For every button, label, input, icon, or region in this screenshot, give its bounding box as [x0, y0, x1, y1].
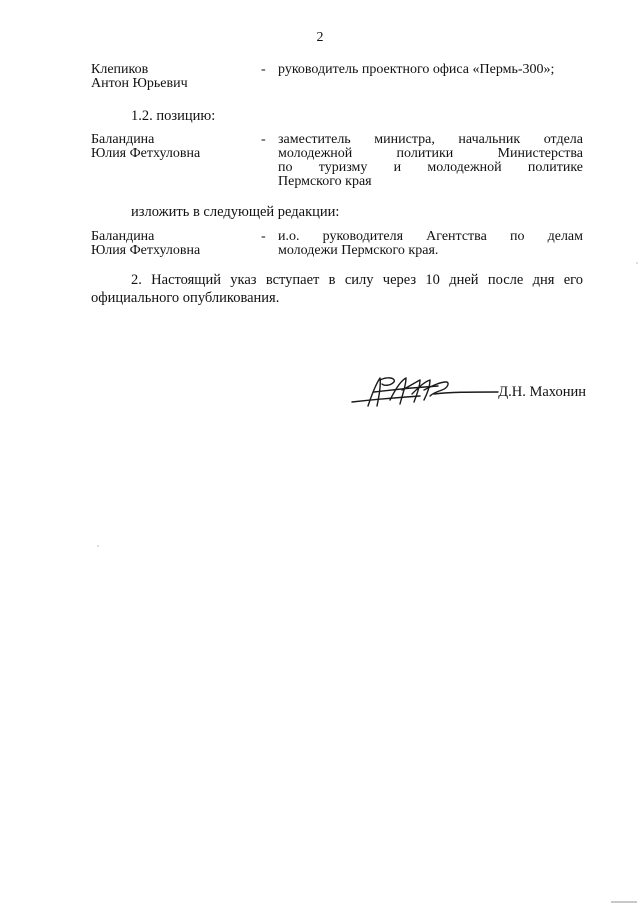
scan-edge-mark	[611, 901, 637, 903]
role-line: руководитель проектного офиса «Пермь-300»;	[278, 62, 555, 77]
entry-name	[91, 63, 256, 91]
clause-2	[91, 271, 583, 307]
name-line-surname: Клепиков	[91, 62, 149, 77]
name-line-surname: Баландина	[91, 132, 155, 147]
clause-line: 2. Настоящий указ вступает в силу через 10 дней после дня его	[131, 272, 583, 288]
clause-line: официального опубликования.	[91, 290, 280, 306]
entry-role	[278, 230, 583, 258]
entry-dash: -	[261, 229, 266, 244]
name-line-given: Юлия Фетхуловна	[91, 243, 201, 258]
handwritten-signature	[350, 372, 500, 412]
entry-dash: -	[261, 132, 266, 147]
entry-dash: -	[261, 62, 266, 77]
role-line: молодежи Пермского края.	[278, 243, 439, 258]
page-number: 2	[316, 30, 324, 45]
role-line: и.о. руководителя Агентства по делам	[278, 229, 583, 244]
scan-speck	[97, 545, 99, 547]
name-line-given: Юлия Фетхуловна	[91, 146, 201, 161]
name-line-given: Антон Юрьевич	[91, 76, 188, 91]
signer-name: Д.Н. Махонин	[498, 384, 586, 400]
restate-label: изложить в следующей редакции:	[131, 204, 340, 220]
role-line: по туризму и молодежной политике	[278, 160, 583, 175]
entry-role	[278, 63, 583, 77]
role-line: молодежной политики Министерства	[278, 146, 583, 161]
scan-speck	[636, 262, 638, 264]
position-label: 1.2. позицию:	[131, 108, 216, 124]
entry-role	[278, 133, 583, 189]
entry-name	[91, 230, 256, 258]
role-line: Пермского края	[278, 174, 372, 189]
role-line: заместитель министра, начальник отдела	[278, 132, 583, 147]
signature-block	[350, 372, 586, 412]
name-line-surname: Баландина	[91, 229, 155, 244]
entry-name	[91, 133, 256, 161]
